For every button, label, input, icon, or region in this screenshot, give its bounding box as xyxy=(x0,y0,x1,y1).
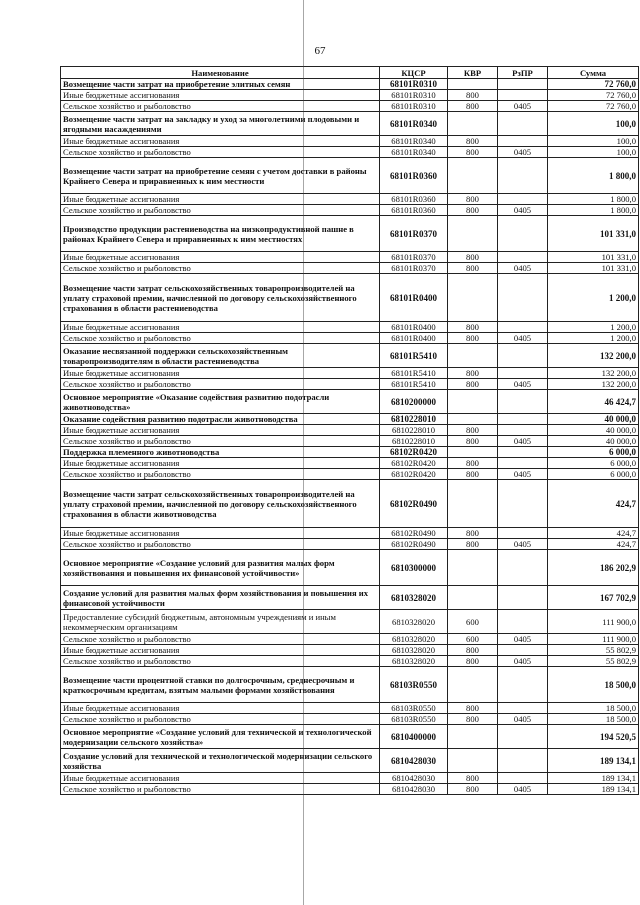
cell-kcsr: 68101R0400 xyxy=(380,274,448,322)
cell-rzpr xyxy=(498,773,548,784)
cell-kvr: 800 xyxy=(448,425,498,436)
cell-sum: 101 331,0 xyxy=(548,216,639,252)
cell-sum: 1 200,0 xyxy=(548,274,639,322)
cell-kcsr: 6810328020 xyxy=(380,586,448,610)
table-row xyxy=(61,368,639,379)
table-row xyxy=(61,539,639,550)
cell-sum: 101 331,0 xyxy=(548,252,639,263)
cell-rzpr: 0405 xyxy=(498,539,548,550)
cell-rzpr: 0405 xyxy=(498,656,548,667)
page-number: 67 xyxy=(314,45,326,57)
cell-name: Создание условий для технической и технологической модернизации сельского хозяйства xyxy=(61,749,380,773)
cell-kcsr: 68101R0400 xyxy=(380,333,448,344)
cell-name: Сельское хозяйство и рыболовство xyxy=(61,634,380,645)
table-row-heading xyxy=(61,480,639,528)
cell-kcsr: 68101R0360 xyxy=(380,194,448,205)
cell-kcsr: 68101R0310 xyxy=(380,79,448,90)
cell-rzpr xyxy=(498,725,548,749)
table-row-heading xyxy=(61,344,639,368)
cell-sum: 194 520,5 xyxy=(548,725,639,749)
cell-kcsr: 68101R0310 xyxy=(380,90,448,101)
cell-sum: 40 000,0 xyxy=(548,425,639,436)
cell-kvr: 800 xyxy=(448,252,498,263)
table-row xyxy=(61,333,639,344)
cell-kcsr: 6810428030 xyxy=(380,773,448,784)
cell-sum: 1 200,0 xyxy=(548,333,639,344)
table-row-heading xyxy=(61,667,639,703)
cell-name: Иные бюджетные ассигнования xyxy=(61,773,380,784)
cell-name: Возмещение части затрат на приобретение элитных семян xyxy=(61,79,380,90)
table-row xyxy=(61,101,639,112)
cell-sum: 72 760,0 xyxy=(548,79,639,90)
cell-kvr: 800 xyxy=(448,784,498,795)
cell-rzpr xyxy=(498,252,548,263)
cell-kvr xyxy=(448,725,498,749)
cell-sum: 189 134,1 xyxy=(548,773,639,784)
cell-kcsr: 6810228010 xyxy=(380,436,448,447)
cell-rzpr xyxy=(498,90,548,101)
table-body xyxy=(61,79,639,795)
cell-name: Иные бюджетные ассигнования xyxy=(61,252,380,263)
cell-kcsr: 6810228010 xyxy=(380,425,448,436)
cell-sum: 55 802,9 xyxy=(548,645,639,656)
table-row xyxy=(61,773,639,784)
table-row-heading xyxy=(61,390,639,414)
cell-name: Иные бюджетные ассигнования xyxy=(61,136,380,147)
cell-rzpr xyxy=(498,645,548,656)
table-row xyxy=(61,436,639,447)
cell-kvr xyxy=(448,667,498,703)
cell-rzpr xyxy=(498,136,548,147)
cell-kcsr: 68101R0370 xyxy=(380,263,448,274)
cell-name: Возмещение части затрат сельскохозяйственных товаропроизводителей на уплату страховой премии, начисленной по договору сельскохозяйственного страхования в области растениеводства xyxy=(61,274,380,322)
cell-sum: 1 800,0 xyxy=(548,194,639,205)
cell-name: Основное мероприятие «Создание условий для технической и технологической модернизации сельского хозяйства» xyxy=(61,725,380,749)
cell-name: Сельское хозяйство и рыболовство xyxy=(61,436,380,447)
cell-kvr: 800 xyxy=(448,645,498,656)
cell-name: Сельское хозяйство и рыболовство xyxy=(61,656,380,667)
cell-kvr xyxy=(448,390,498,414)
cell-kcsr: 6810300000 xyxy=(380,550,448,586)
table-row xyxy=(61,136,639,147)
cell-name: Оказание несвязанной поддержки сельскохозяйственным товаропроизводителям в области растениеводства xyxy=(61,344,380,368)
table-row xyxy=(61,528,639,539)
cell-name: Производство продукции растениеводства на низкопродуктивной пашне в районах Крайнего Севера и приравненных к ним местностях xyxy=(61,216,380,252)
table-header-row xyxy=(61,67,639,79)
cell-sum: 167 702,9 xyxy=(548,586,639,610)
cell-rzpr xyxy=(498,458,548,469)
cell-name: Поддержка племенного животноводства xyxy=(61,447,380,458)
cell-name: Оказание содействия развитию подотрасли животноводства xyxy=(61,414,380,425)
cell-sum: 132 200,0 xyxy=(548,344,639,368)
cell-sum: 1 800,0 xyxy=(548,158,639,194)
cell-kvr xyxy=(448,158,498,194)
cell-name: Сельское хозяйство и рыболовство xyxy=(61,784,380,795)
cell-name: Возмещение части затрат на приобретение семян с учетом доставки в районы Крайнего Севера и приравненных к ним местности xyxy=(61,158,380,194)
cell-sum: 132 200,0 xyxy=(548,368,639,379)
cell-name: Иные бюджетные ассигнования xyxy=(61,703,380,714)
cell-kvr xyxy=(448,749,498,773)
cell-kcsr: 68103R0550 xyxy=(380,714,448,725)
cell-name: Возмещение части процентной ставки по долгосрочным, среднесрочным и краткосрочным кредитам, взятым малыми формами хозяйствования xyxy=(61,667,380,703)
cell-kvr xyxy=(448,79,498,90)
cell-sum: 101 331,0 xyxy=(548,263,639,274)
cell-kvr: 800 xyxy=(448,773,498,784)
cell-rzpr: 0405 xyxy=(498,205,548,216)
header-kvr: КВР xyxy=(448,67,498,79)
cell-sum: 189 134,1 xyxy=(548,749,639,773)
cell-kvr xyxy=(448,447,498,458)
cell-sum: 186 202,9 xyxy=(548,550,639,586)
cell-kvr: 800 xyxy=(448,90,498,101)
cell-rzpr xyxy=(498,749,548,773)
cell-kvr xyxy=(448,586,498,610)
cell-sum: 6 000,0 xyxy=(548,469,639,480)
cell-kvr: 800 xyxy=(448,528,498,539)
cell-kvr xyxy=(448,480,498,528)
header-kcsr: КЦСР xyxy=(380,67,448,79)
cell-kcsr: 68102R0490 xyxy=(380,480,448,528)
cell-rzpr xyxy=(498,322,548,333)
cell-kcsr: 68101R0360 xyxy=(380,205,448,216)
cell-rzpr: 0405 xyxy=(498,784,548,795)
cell-kvr: 800 xyxy=(448,379,498,390)
cell-name: Сельское хозяйство и рыболовство xyxy=(61,379,380,390)
cell-rzpr: 0405 xyxy=(498,263,548,274)
cell-kcsr: 6810328020 xyxy=(380,634,448,645)
cell-kvr: 800 xyxy=(448,136,498,147)
cell-rzpr: 0405 xyxy=(498,469,548,480)
cell-kcsr: 68101R0400 xyxy=(380,322,448,333)
cell-sum: 100,0 xyxy=(548,112,639,136)
table-row xyxy=(61,703,639,714)
cell-name: Основное мероприятие «Оказание содействия развитию подотрасли животноводства» xyxy=(61,390,380,414)
cell-rzpr xyxy=(498,667,548,703)
cell-kcsr: 68101R5410 xyxy=(380,368,448,379)
cell-sum: 18 500,0 xyxy=(548,714,639,725)
cell-sum: 132 200,0 xyxy=(548,379,639,390)
cell-kvr: 800 xyxy=(448,263,498,274)
table-row-heading xyxy=(61,79,639,90)
cell-name: Сельское хозяйство и рыболовство xyxy=(61,469,380,480)
cell-rzpr: 0405 xyxy=(498,101,548,112)
table-row xyxy=(61,714,639,725)
cell-rzpr xyxy=(498,610,548,634)
cell-sum: 18 500,0 xyxy=(548,703,639,714)
cell-kvr: 800 xyxy=(448,368,498,379)
cell-kcsr: 68101R0370 xyxy=(380,216,448,252)
cell-kcsr: 68101R5410 xyxy=(380,379,448,390)
cell-kcsr: 68102R0420 xyxy=(380,447,448,458)
cell-kcsr: 68101R0340 xyxy=(380,112,448,136)
cell-rzpr xyxy=(498,79,548,90)
cell-kvr: 600 xyxy=(448,610,498,634)
cell-name: Возмещение части затрат сельскохозяйственных товаропроизводителей на уплату страховой премии, начисленной по договору сельскохозяйственного страхования в области животноводства xyxy=(61,480,380,528)
cell-kcsr: 68101R0340 xyxy=(380,136,448,147)
cell-kvr: 800 xyxy=(448,147,498,158)
cell-name: Сельское хозяйство и рыболовство xyxy=(61,539,380,550)
cell-rzpr: 0405 xyxy=(498,333,548,344)
cell-name: Сельское хозяйство и рыболовство xyxy=(61,714,380,725)
cell-name: Иные бюджетные ассигнования xyxy=(61,458,380,469)
table-row xyxy=(61,90,639,101)
table-row-heading xyxy=(61,586,639,610)
table-row xyxy=(61,205,639,216)
cell-rzpr xyxy=(498,550,548,586)
table-row xyxy=(61,379,639,390)
cell-rzpr xyxy=(498,216,548,252)
cell-kvr xyxy=(448,216,498,252)
table-row xyxy=(61,458,639,469)
cell-name: Иные бюджетные ассигнования xyxy=(61,645,380,656)
cell-name: Сельское хозяйство и рыболовство xyxy=(61,333,380,344)
cell-sum: 424,7 xyxy=(548,539,639,550)
table-row xyxy=(61,252,639,263)
cell-name: Иные бюджетные ассигнования xyxy=(61,90,380,101)
cell-kvr: 800 xyxy=(448,333,498,344)
cell-name: Создание условий для развития малых форм хозяйствования и повышения их финансовой устойчивости xyxy=(61,586,380,610)
cell-sum: 72 760,0 xyxy=(548,101,639,112)
cell-kcsr: 6810328020 xyxy=(380,656,448,667)
cell-sum: 424,7 xyxy=(548,528,639,539)
cell-sum: 6 000,0 xyxy=(548,458,639,469)
cell-name: Возмещение части затрат на закладку и уход за многолетними плодовыми и ягодными насаждениями xyxy=(61,112,380,136)
cell-rzpr xyxy=(498,703,548,714)
cell-rzpr xyxy=(498,112,548,136)
cell-kcsr: 6810328020 xyxy=(380,645,448,656)
cell-kvr xyxy=(448,274,498,322)
cell-kcsr: 68101R0310 xyxy=(380,101,448,112)
cell-rzpr xyxy=(498,158,548,194)
header-rzpr: РзПР xyxy=(498,67,548,79)
cell-rzpr xyxy=(498,425,548,436)
cell-sum: 46 424,7 xyxy=(548,390,639,414)
cell-kvr xyxy=(448,344,498,368)
cell-rzpr: 0405 xyxy=(498,436,548,447)
cell-sum: 424,7 xyxy=(548,480,639,528)
cell-kcsr: 68103R0550 xyxy=(380,667,448,703)
table-row-heading xyxy=(61,414,639,425)
cell-rzpr: 0405 xyxy=(498,147,548,158)
cell-name: Сельское хозяйство и рыболовство xyxy=(61,147,380,158)
cell-rzpr xyxy=(498,528,548,539)
cell-kvr: 800 xyxy=(448,703,498,714)
table-row xyxy=(61,784,639,795)
cell-kcsr: 68102R0490 xyxy=(380,528,448,539)
cell-kcsr: 6810400000 xyxy=(380,725,448,749)
table-row xyxy=(61,322,639,333)
cell-name: Предоставление субсидий бюджетным, автономным учреждениям и иным некоммерческим организациям xyxy=(61,610,380,634)
cell-rzpr xyxy=(498,274,548,322)
cell-sum: 1 800,0 xyxy=(548,205,639,216)
table-row xyxy=(61,656,639,667)
table-row-heading xyxy=(61,725,639,749)
cell-sum: 40 000,0 xyxy=(548,414,639,425)
table-row xyxy=(61,263,639,274)
cell-kvr: 600 xyxy=(448,634,498,645)
cell-rzpr xyxy=(498,390,548,414)
table-row-heading xyxy=(61,158,639,194)
cell-kvr: 800 xyxy=(448,436,498,447)
cell-sum: 40 000,0 xyxy=(548,436,639,447)
cell-kvr: 800 xyxy=(448,194,498,205)
cell-rzpr: 0405 xyxy=(498,634,548,645)
cell-kvr: 800 xyxy=(448,539,498,550)
cell-kcsr: 68101R0360 xyxy=(380,158,448,194)
cell-kcsr: 6810228010 xyxy=(380,414,448,425)
cell-name: Основное мероприятие «Создание условий для развития малых форм хозяйствования и повышения их финансовой устойчивости» xyxy=(61,550,380,586)
cell-name: Иные бюджетные ассигнования xyxy=(61,368,380,379)
cell-rzpr xyxy=(498,586,548,610)
cell-rzpr xyxy=(498,414,548,425)
cell-kvr: 800 xyxy=(448,322,498,333)
table-row xyxy=(61,645,639,656)
cell-rzpr xyxy=(498,480,548,528)
table-row xyxy=(61,634,639,645)
cell-kvr: 800 xyxy=(448,205,498,216)
cell-kcsr: 68102R0490 xyxy=(380,539,448,550)
cell-kvr: 800 xyxy=(448,458,498,469)
cell-kvr: 800 xyxy=(448,101,498,112)
cell-kvr: 800 xyxy=(448,656,498,667)
table-row-heading xyxy=(61,112,639,136)
cell-name: Иные бюджетные ассигнования xyxy=(61,425,380,436)
cell-sum: 100,0 xyxy=(548,147,639,158)
cell-rzpr: 0405 xyxy=(498,714,548,725)
cell-kvr: 800 xyxy=(448,714,498,725)
table-row-heading xyxy=(61,550,639,586)
cell-name: Сельское хозяйство и рыболовство xyxy=(61,263,380,274)
table-row-heading xyxy=(61,274,639,322)
table-row-heading xyxy=(61,447,639,458)
cell-sum: 111 900,0 xyxy=(548,634,639,645)
cell-kcsr: 6810328020 xyxy=(380,610,448,634)
cell-kvr xyxy=(448,550,498,586)
cell-kcsr: 68103R0550 xyxy=(380,703,448,714)
cell-kvr: 800 xyxy=(448,469,498,480)
header-name: Наименование xyxy=(61,67,380,79)
cell-kcsr: 68101R5410 xyxy=(380,344,448,368)
table-row xyxy=(61,147,639,158)
cell-rzpr xyxy=(498,344,548,368)
cell-sum: 1 200,0 xyxy=(548,322,639,333)
cell-sum: 189 134,1 xyxy=(548,784,639,795)
table-row xyxy=(61,610,639,634)
cell-rzpr: 0405 xyxy=(498,379,548,390)
cell-kvr xyxy=(448,414,498,425)
cell-rzpr xyxy=(498,194,548,205)
table-row xyxy=(61,425,639,436)
cell-name: Сельское хозяйство и рыболовство xyxy=(61,101,380,112)
cell-sum: 111 900,0 xyxy=(548,610,639,634)
cell-kcsr: 6810200000 xyxy=(380,390,448,414)
scan-artifact-line xyxy=(303,0,304,905)
table-row xyxy=(61,194,639,205)
cell-sum: 18 500,0 xyxy=(548,667,639,703)
cell-kcsr: 68102R0420 xyxy=(380,458,448,469)
cell-sum: 100,0 xyxy=(548,136,639,147)
cell-name: Сельское хозяйство и рыболовство xyxy=(61,205,380,216)
cell-kcsr: 6810428030 xyxy=(380,784,448,795)
table-row xyxy=(61,469,639,480)
cell-sum: 55 802,9 xyxy=(548,656,639,667)
table-row-heading xyxy=(61,216,639,252)
cell-kcsr: 68102R0420 xyxy=(380,469,448,480)
cell-sum: 6 000,0 xyxy=(548,447,639,458)
table-row-heading xyxy=(61,749,639,773)
cell-kcsr: 6810428030 xyxy=(380,749,448,773)
cell-kcsr: 68101R0340 xyxy=(380,147,448,158)
header-sum: Сумма xyxy=(548,67,639,79)
cell-kvr xyxy=(448,112,498,136)
budget-table xyxy=(60,66,639,795)
cell-rzpr xyxy=(498,447,548,458)
cell-sum: 72 760,0 xyxy=(548,90,639,101)
cell-rzpr xyxy=(498,368,548,379)
cell-name: Иные бюджетные ассигнования xyxy=(61,528,380,539)
cell-name: Иные бюджетные ассигнования xyxy=(61,194,380,205)
cell-kcsr: 68101R0370 xyxy=(380,252,448,263)
cell-name: Иные бюджетные ассигнования xyxy=(61,322,380,333)
